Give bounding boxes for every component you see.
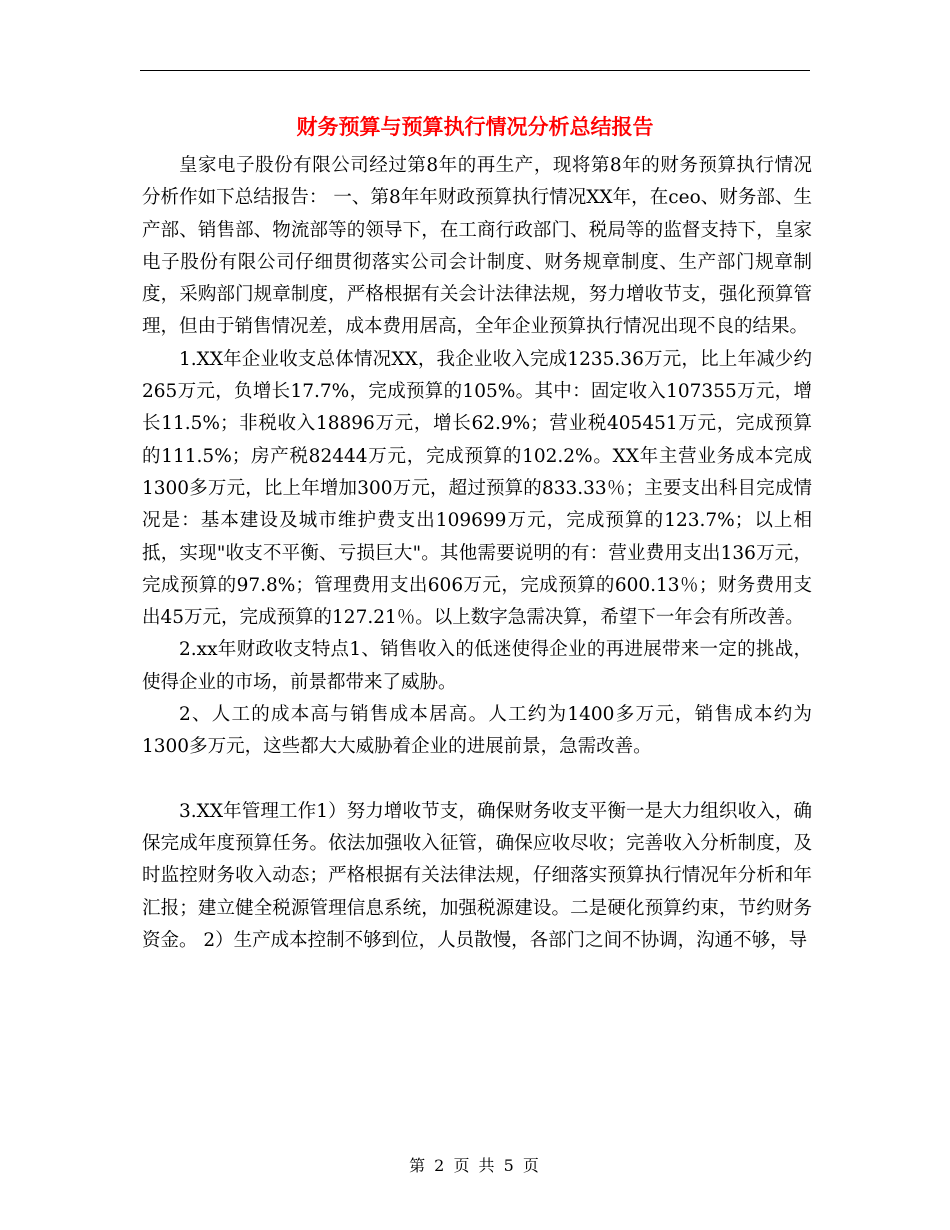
header-rule [140,70,810,71]
page-number: 第 2 页 共 5 页 [409,1156,541,1175]
paragraph-labor-cost: 2、人工的成本高与销售成本居高。人工约为1400多万元，销售成本约为1300多万元，这些都大大威胁着企业的进展前景，急需改善。 [142,704,812,758]
paragraph-intro: 皇家电子股份有限公司经过第8年的再生产，现将第8年的财务预算执行情况分析作如下总结报告： 一、第8年年财政预算执行情况XX年，在ceo、财务部、生产部、销售部、物流部等的领导下，在工商行政部门、税局等的监督支持下，皇家电子股份有限公司仔细贯彻落实公司会计制度、财务规章制度、生产部门规章制度，采购部门规章制度，严格根据有关会计法律法规，努力增收节支，强化预算管理，但由于销售情况差，成本费用居高，全年企业预算执行情况出现不良的结果。 [142,155,812,338]
paragraph-revenue-overview: 1.XX年企业收支总体情况XX，我企业收入完成1235.36万元，比上年减少约265万元，负增长17.7%，完成预算的105%。其中：固定收入107355万元，增长11.5%；非税收入18896万元，增长62.9%；营业税405451万元，完成预算的111.5%；房产税82444万元，完成预算的102.2%。XX年主营业务成本完成1300多万元，比上年增加300万元，超过预算的833.33％；主要支出科目完成情况是：基本建设及城市维护费支出109699万元，完成预算的123.7%；以上相抵，实现"收支不平衡、亏损巨大"。其他需要说明的有：营业费用支出136万元，完成预算的97.8%；管理费用支出606万元，完成预算的600.13％；财务费用支出45万元，完成预算的127.21％。以上数字急需决算，希望下一年会有所改善。 [142,348,812,629]
paragraph-management-work: 3.XX年管理工作1）努力增收节支，确保财务收支平衡一是大力组织收入，确保完成年度预算任务。依法加强收入征管，确保应收尽收；完善收入分析制度，及时监控财务收入动态；严格根据有关法律法规，仔细落实预算执行情况年分析和年汇报；建立健全税源管理信息系统，加强税源建设。二是硬化预算约束，节约财务资金。 2）生产成本控制不够到位，人员散慢，各部门之间不协调，沟通不够，导 [142,800,812,951]
document-title: 财务预算与预算执行情况分析总结报告 [296,114,654,139]
paragraph-fiscal-features: 2.xx年财政收支特点1、销售收入的低迷使得企业的再进展带来一定的挑战，使得企业的市场，前景都带来了威胁。 [142,639,812,693]
document-body [142,150,812,957]
